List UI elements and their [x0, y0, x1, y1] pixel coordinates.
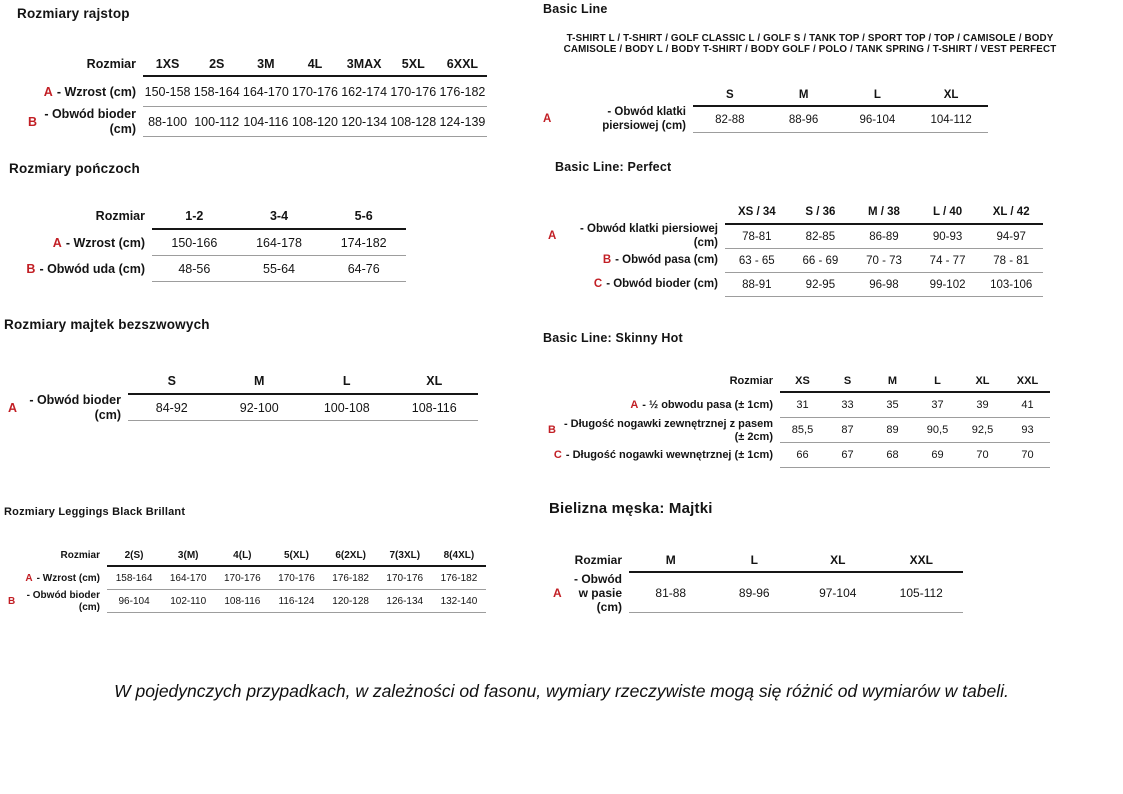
- row-letter: A: [25, 572, 33, 584]
- data-cell: 108-120: [292, 114, 338, 129]
- table-data-row: [8, 395, 478, 421]
- data-cell: 78 - 81: [993, 254, 1030, 267]
- data-cells: [128, 395, 478, 421]
- row-label: [548, 249, 725, 273]
- corner-label: [548, 201, 725, 225]
- data-cell: 150-166: [171, 235, 218, 250]
- row-letter: B: [8, 595, 16, 607]
- data-cell: 124-139: [439, 114, 486, 129]
- table-data-row: [548, 393, 1050, 418]
- column-header: XS: [795, 374, 810, 387]
- header-cells: [780, 370, 1050, 393]
- title-leggings-black-brillant: Rozmiary Leggings Black Brillant: [4, 506, 186, 518]
- title-rajstop: Rozmiary rajstop: [17, 6, 130, 21]
- table-data-row: [10, 256, 406, 282]
- data-cell: 170-176: [224, 572, 261, 584]
- row-letter: A: [43, 84, 53, 99]
- header-cells: [107, 545, 486, 567]
- title-ponczoch: Rozmiary pończoch: [9, 161, 140, 176]
- data-cell: 92,5: [971, 424, 994, 436]
- data-cell: 39: [976, 399, 989, 411]
- data-cell: 48-56: [178, 261, 211, 276]
- data-cell: 85,5: [791, 424, 814, 436]
- data-cell: 126-134: [386, 595, 424, 607]
- column-header: 3M: [257, 56, 275, 71]
- row-letter: B: [28, 114, 38, 129]
- data-cell: 108-116: [224, 595, 261, 607]
- row-label: [548, 393, 780, 418]
- data-cell: 82-85: [805, 230, 836, 243]
- title-basic-line: Basic Line: [543, 2, 608, 16]
- data-cell: 33: [841, 399, 854, 411]
- corner-label: Rozmiar: [574, 553, 622, 568]
- column-header: L: [750, 552, 758, 567]
- data-cell: 70: [1021, 449, 1034, 461]
- column-header: S: [726, 89, 734, 101]
- row-label-text: - Obwód uda (cm): [39, 261, 145, 276]
- table-basic-line-perfect: [548, 201, 1043, 297]
- row-letter: B: [548, 424, 556, 437]
- data-cell: 90-93: [932, 230, 963, 243]
- row-label-text: - Obwód w pasie (cm): [574, 571, 622, 615]
- title-basic-line-perfect: Basic Line: Perfect: [555, 160, 672, 174]
- data-cell: 158-164: [193, 84, 240, 99]
- table-header-row: [8, 545, 486, 567]
- table-header-row: [553, 548, 963, 573]
- data-cell: 116-124: [278, 595, 315, 607]
- row-label-text: - Obwód bioder (cm): [44, 107, 136, 136]
- row-label-text: - Obwód pasa (cm): [615, 254, 718, 267]
- column-header: M / 38: [868, 206, 900, 218]
- data-cell: 97-104: [819, 585, 857, 600]
- row-letter: B: [26, 261, 36, 276]
- column-header: 3(M): [177, 549, 199, 561]
- data-cell: 64-76: [347, 261, 380, 276]
- data-cell: 90,5: [926, 424, 949, 436]
- table-data-row: [8, 590, 486, 613]
- basic-line-product-list: T-SHIRT L / T-SHIRT / GOLF CLASSIC L / GOLF S / TANK TOP / SPORT TOP / TOP / CAMISOLE / BODY CAMISOLE / BODY L / BODY T-SHIRT / BODY GOLF / POLO / TANK SPRING / T-SHIRT / VEST PERFECT: [563, 33, 1057, 55]
- row-label: [553, 573, 629, 613]
- data-cell: 88-96: [788, 113, 819, 126]
- row-label: [8, 395, 128, 421]
- column-header: M: [254, 373, 265, 388]
- row-label-text: - Wzrost (cm): [56, 84, 136, 99]
- column-header: L: [342, 373, 351, 388]
- row-letter: A: [543, 113, 552, 126]
- data-cell: 82-88: [715, 113, 745, 126]
- title-majtek-bezszwowych: Rozmiary majtek bezszwowych: [4, 317, 210, 332]
- corner-label: Rozmiar: [86, 57, 136, 72]
- data-cell: 105-112: [899, 585, 943, 600]
- row-label: [548, 418, 780, 443]
- column-header: L: [873, 89, 881, 101]
- data-cell: 164-170: [169, 572, 207, 584]
- column-header: 1XS: [155, 56, 180, 71]
- data-cell: 41: [1021, 399, 1034, 411]
- header-cells: [725, 201, 1043, 225]
- data-cells: [152, 230, 406, 256]
- corner-label: Rozmiar: [729, 375, 773, 388]
- data-cells: [693, 107, 988, 133]
- table-data-row: [8, 567, 486, 590]
- row-letter: C: [593, 278, 603, 291]
- column-header: 8(4XL): [443, 549, 475, 561]
- data-cells: [780, 418, 1050, 443]
- row-label: [548, 273, 725, 297]
- column-header: 7(3XL): [389, 549, 421, 561]
- data-cell: 86-89: [869, 230, 899, 243]
- data-cell: 94-97: [996, 230, 1026, 243]
- table-rajstop: [28, 52, 487, 137]
- column-header: 2(S): [124, 549, 144, 561]
- column-header: XL / 42: [992, 206, 1030, 218]
- column-header: XL: [975, 374, 990, 387]
- row-label: [28, 77, 143, 107]
- row-letter: B: [602, 254, 612, 267]
- table-data-row: [553, 573, 963, 613]
- row-label-text: - ½ obwodu pasa (± 1cm): [642, 399, 773, 412]
- column-header: 3-4: [269, 208, 289, 223]
- column-header: L: [934, 374, 941, 387]
- column-header: 6XXL: [446, 56, 479, 71]
- data-cell: 37: [931, 399, 944, 411]
- table-data-row: [548, 249, 1043, 273]
- data-cell: 96-104: [118, 595, 150, 607]
- data-cell: 88-91: [742, 278, 772, 291]
- table-data-row: [543, 107, 988, 133]
- corner-label: [543, 85, 693, 107]
- data-cells: [107, 590, 486, 613]
- data-cell: 170-176: [386, 572, 424, 584]
- column-header: 5-6: [354, 208, 373, 223]
- data-cells: [152, 256, 406, 282]
- data-cell: 96-98: [869, 278, 899, 291]
- table-header-row: [8, 368, 478, 395]
- table-data-row: [548, 418, 1050, 443]
- column-header: 4(L): [233, 549, 252, 561]
- data-cell: 93: [1021, 424, 1034, 436]
- row-label: [10, 230, 152, 256]
- row-label-text: - Wzrost (cm): [65, 235, 145, 250]
- data-cell: 66 - 69: [802, 254, 839, 267]
- data-cell: 162-174: [341, 84, 388, 99]
- row-label-text: - Obwód bioder (cm): [606, 278, 718, 291]
- data-cells: [780, 393, 1050, 418]
- table-basic-line-skinny-hot: [548, 370, 1050, 468]
- table-data-row: [548, 273, 1043, 297]
- column-header: 5(XL): [283, 549, 309, 561]
- row-letter: A: [8, 400, 18, 415]
- footer-disclaimer: W pojedynczych przypadkach, w zależności od fasonu, wymiary rzeczywiste mogą się różnić od wymiarów w tabeli.: [114, 681, 1009, 701]
- data-cell: 87: [841, 424, 854, 436]
- data-cell: 108-128: [390, 114, 437, 129]
- column-header: XL: [426, 373, 443, 388]
- table-header-row: [543, 85, 988, 107]
- table-majtek-bezszwowych: [8, 368, 478, 421]
- title-basic-line-skinny-hot: Basic Line: Skinny Hot: [543, 331, 683, 345]
- table-header-row: [548, 370, 1050, 393]
- data-cell: 99-102: [929, 278, 966, 291]
- data-cell: 104-116: [243, 114, 289, 129]
- column-header: S: [843, 374, 852, 387]
- header-cells: [128, 368, 478, 395]
- data-cell: 70: [976, 449, 989, 461]
- table-bielizna-meska-majtki: [553, 548, 963, 613]
- column-header: XL: [830, 552, 846, 567]
- row-label-text: - Długość nogawki zewnętrznej z pasem (± 2cm): [563, 417, 773, 443]
- corner-label: [8, 368, 128, 395]
- table-header-row: [548, 201, 1043, 225]
- header-cells: [152, 203, 406, 230]
- table-data-row: [10, 230, 406, 256]
- data-cell: 170-176: [278, 572, 315, 584]
- title-bielizna-meska-majtki: Bielizna męska: Majtki: [549, 500, 713, 517]
- data-cell: 70 - 73: [866, 254, 902, 267]
- data-cell: 81-88: [655, 585, 687, 600]
- column-header: L / 40: [932, 206, 963, 218]
- data-cell: 74 - 77: [929, 254, 966, 267]
- data-cells: [143, 107, 487, 137]
- column-header: 6(2XL): [335, 549, 366, 561]
- data-cell: 132-140: [440, 595, 478, 607]
- data-cell: 89-96: [738, 585, 770, 600]
- data-cell: 108-116: [411, 400, 457, 415]
- header-cells: [143, 52, 487, 77]
- row-label: [8, 567, 107, 590]
- data-cell: 174-182: [340, 235, 387, 250]
- row-letter: A: [630, 399, 639, 412]
- data-cell: 92-100: [239, 400, 279, 415]
- row-label-text: - Wzrost (cm): [36, 572, 100, 584]
- data-cell: 89: [886, 424, 899, 436]
- data-cell: 120-128: [332, 595, 369, 607]
- data-cell: 104-112: [930, 113, 972, 126]
- row-label: [543, 107, 693, 133]
- data-cell: 170-176: [390, 84, 437, 99]
- data-cell: 84-92: [155, 400, 188, 415]
- data-cell: 164-178: [256, 235, 302, 250]
- table-header-row: [10, 203, 406, 230]
- row-label: [10, 256, 152, 282]
- row-label: [8, 590, 107, 613]
- row-letter: A: [548, 230, 557, 243]
- table-basic-line: [543, 85, 988, 133]
- row-label-text: - Obwód klatki piersiowej (cm): [579, 223, 718, 249]
- row-letter: A: [553, 585, 562, 600]
- row-label-text: - Obwód klatki piersiowej (cm): [602, 106, 686, 132]
- header-cells: [629, 548, 963, 573]
- data-cell: 31: [796, 399, 809, 411]
- row-label: [28, 107, 143, 137]
- table-data-row: [28, 107, 487, 137]
- data-cell: 176-182: [332, 572, 369, 584]
- corner-label: Rozmiar: [60, 550, 100, 562]
- column-header: 2S: [209, 56, 225, 71]
- table-ponczoch: [10, 203, 406, 282]
- data-cell: 67: [841, 449, 854, 461]
- row-label-text: - Obwód bioder (cm): [26, 589, 100, 613]
- table-data-row: [28, 77, 487, 107]
- data-cell: 120-134: [341, 114, 388, 129]
- column-header: 5XL: [401, 56, 425, 71]
- data-cell: 100-108: [323, 400, 370, 415]
- column-header: M: [798, 89, 809, 101]
- data-cell: 96-104: [859, 113, 896, 126]
- data-cell: 176-182: [439, 84, 486, 99]
- data-cell: 78-81: [742, 230, 772, 243]
- data-cell: 69: [931, 449, 944, 461]
- table-data-row: [548, 225, 1043, 249]
- column-header: XXL: [1016, 374, 1039, 387]
- data-cell: 35: [886, 399, 899, 411]
- data-cells: [629, 573, 963, 613]
- data-cell: 92-95: [805, 278, 836, 291]
- column-header: M: [665, 552, 676, 567]
- row-label-text: - Obwód bioder (cm): [29, 393, 121, 422]
- row-label: [548, 225, 725, 249]
- data-cell: 100-112: [194, 114, 240, 129]
- data-cells: [725, 273, 1043, 297]
- data-cell: 158-164: [115, 572, 153, 584]
- data-cell: 88-100: [148, 114, 188, 129]
- corner-label: Rozmiar: [95, 209, 145, 224]
- data-cell: 66: [796, 449, 809, 461]
- row-label: [548, 443, 780, 468]
- data-cell: 164-170: [242, 84, 289, 99]
- data-cell: 63 - 65: [738, 254, 775, 267]
- row-label-text: - Długość nogawki wewnętrznej (± 1cm): [565, 449, 773, 462]
- data-cells: [780, 443, 1050, 468]
- table-data-row: [548, 443, 1050, 468]
- data-cell: 150-158: [144, 84, 191, 99]
- header-cells: [693, 85, 988, 107]
- column-header: S / 36: [805, 206, 836, 218]
- column-header: 1-2: [185, 208, 204, 223]
- data-cell: 176-182: [440, 572, 478, 584]
- column-header: XXL: [909, 552, 933, 567]
- data-cells: [725, 225, 1043, 249]
- data-cell: 170-176: [292, 84, 338, 99]
- column-header: S: [167, 373, 176, 388]
- data-cell: 103-106: [990, 278, 1033, 291]
- column-header: XS / 34: [737, 206, 776, 218]
- data-cell: 68: [886, 449, 899, 461]
- column-header: M: [887, 374, 898, 387]
- data-cells: [107, 567, 486, 590]
- data-cell: 55-64: [263, 261, 295, 276]
- data-cell: 102-110: [170, 595, 207, 607]
- table-header-row: [28, 52, 487, 77]
- row-letter: C: [553, 449, 562, 462]
- row-letter: A: [52, 235, 62, 250]
- column-header: XL: [943, 89, 959, 101]
- column-header: 3MAX: [346, 56, 382, 71]
- column-header: 4L: [307, 56, 323, 71]
- data-cells: [725, 249, 1043, 273]
- table-leggings-black-brillant: [8, 545, 486, 613]
- data-cells: [143, 77, 487, 107]
